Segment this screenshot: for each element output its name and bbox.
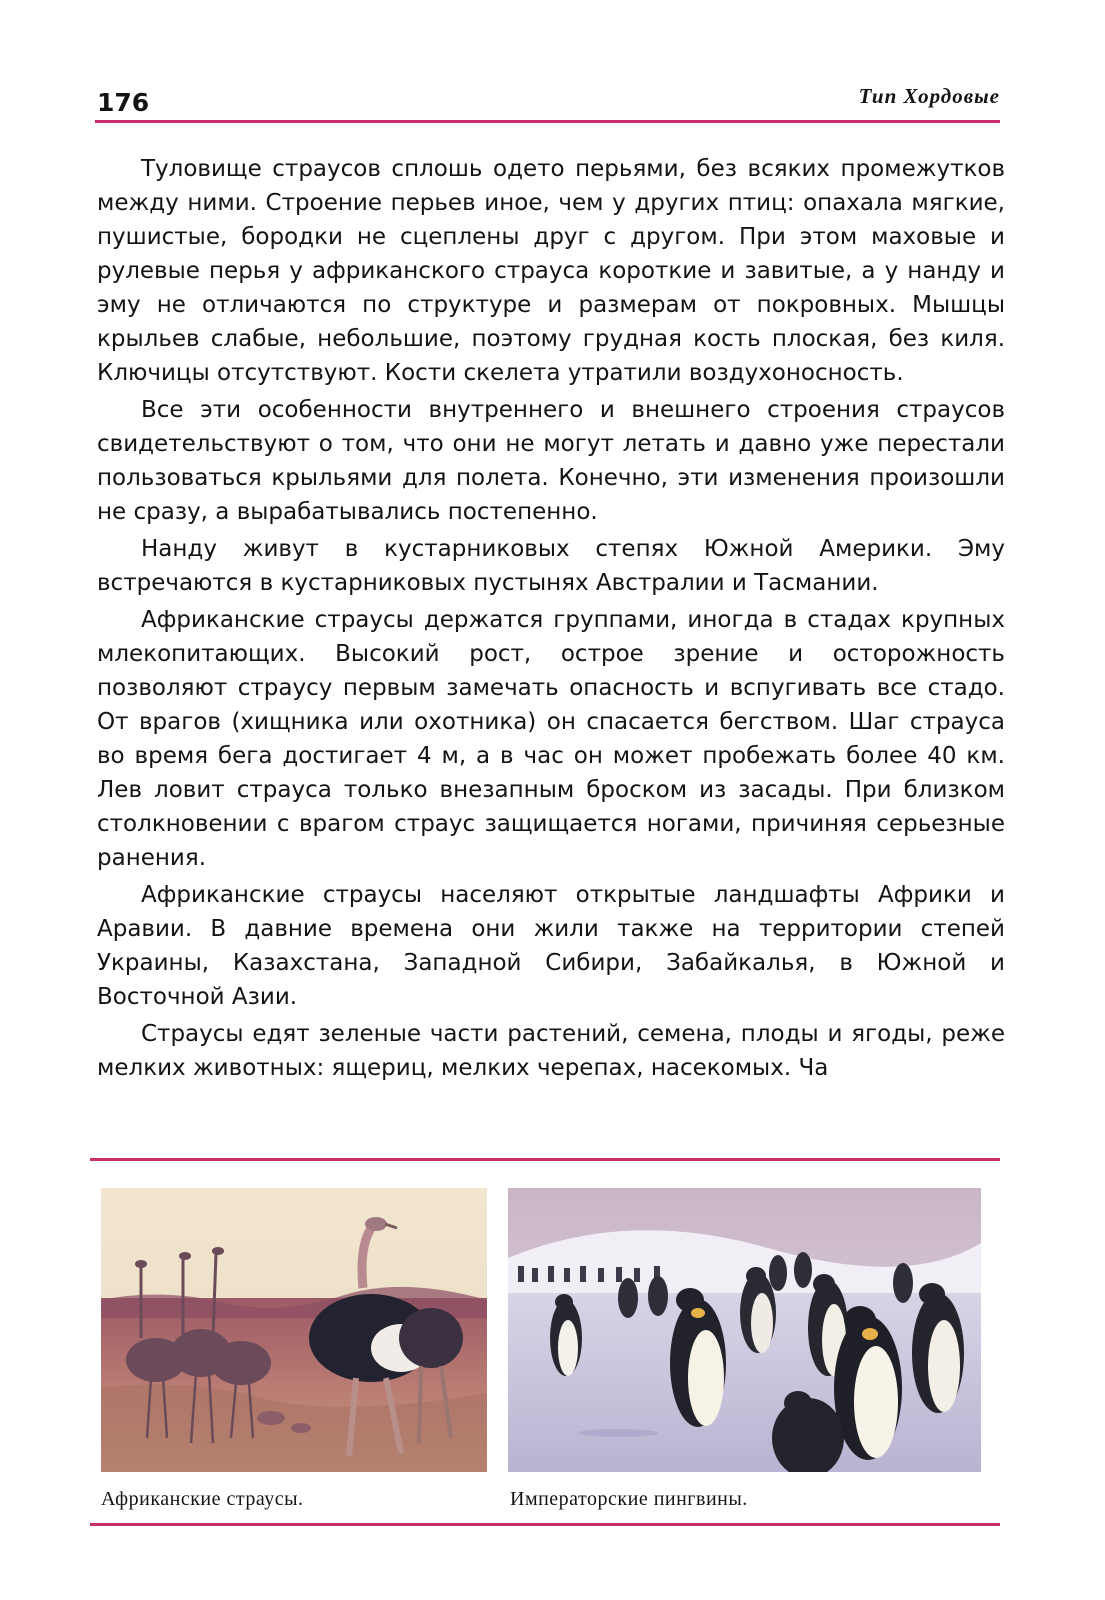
penguins-caption: Императорские пингвины. (510, 1488, 748, 1510)
running-head: Тип Хордовые (858, 84, 1000, 108)
figure-bottom-rule (90, 1523, 1000, 1526)
ostriches-figure (101, 1188, 487, 1472)
paragraph: Страусы едят зеленые части растений, семена, плоды и ягоды, реже мелких животных: ящериц, мелких черепах, насекомых. Ча (97, 1021, 1005, 1081)
page-number: 176 (97, 88, 150, 117)
penguins-figure (508, 1188, 981, 1472)
ostriches-caption: Африканские страусы. (101, 1488, 304, 1510)
paragraph: Туловище страусов сплошь одето перьями, без всяких промежутков между ними. Строение перьев иное, чем у других птиц: опахала мягкие, пушистые, бородки не сцеплены друг с другом. При этом маховые и рулевые перья у африканского страуса короткие и завитые, а у нанду и эму не отличаются по структуре и размерам от покровных. Мышцы крыльев слабые, небольшие, поэтому грудная кость плоская, без киля. Ключицы отсутствуют. Кости скелета утратили воздухоносность. (97, 156, 1005, 386)
figure-top-rule (90, 1158, 1000, 1161)
paragraph: Африканские страусы держатся группами, иногда в стадах крупных млекопитающих. Высокий рост, острое зрение и осторожность позволяют страусу первым замечать опасность и вспугивать все стадо. От врагов (хищника или охотника) он спасается бегством. Шаг страуса во время бега достигает 4 м, а в час он может пробежать более 40 км. Лев ловит страуса только внезапным броском из засады. При близком столкновении с врагом страус защищается ногами, причиняя серьезные ранения. (97, 607, 1005, 871)
penguins-illustration (508, 1188, 981, 1472)
body-text (97, 152, 1005, 1088)
paragraph: Все эти особенности внутреннего и внешнего строения страусов свидетельствуют о том, что они не могут летать и давно уже перестали пользоваться крыльями для полета. Конечно, эти изменения произошли не сразу, а вырабатывались постепенно. (97, 397, 1005, 525)
header-rule (95, 120, 1000, 123)
paragraph: Африканские страусы населяют открытые ландшафты Африки и Аравии. В давние времена они жили также на территории степей Украины, Казахстана, Западной Сибири, Забайкалья, в Южной и Восточной Азии. (97, 882, 1005, 1010)
ostriches-illustration (101, 1188, 487, 1472)
paragraph: Нанду живут в кустарниковых степях Южной Америки. Эму встречаются в кустарниковых пустынях Австралии и Тасмании. (97, 536, 1005, 596)
